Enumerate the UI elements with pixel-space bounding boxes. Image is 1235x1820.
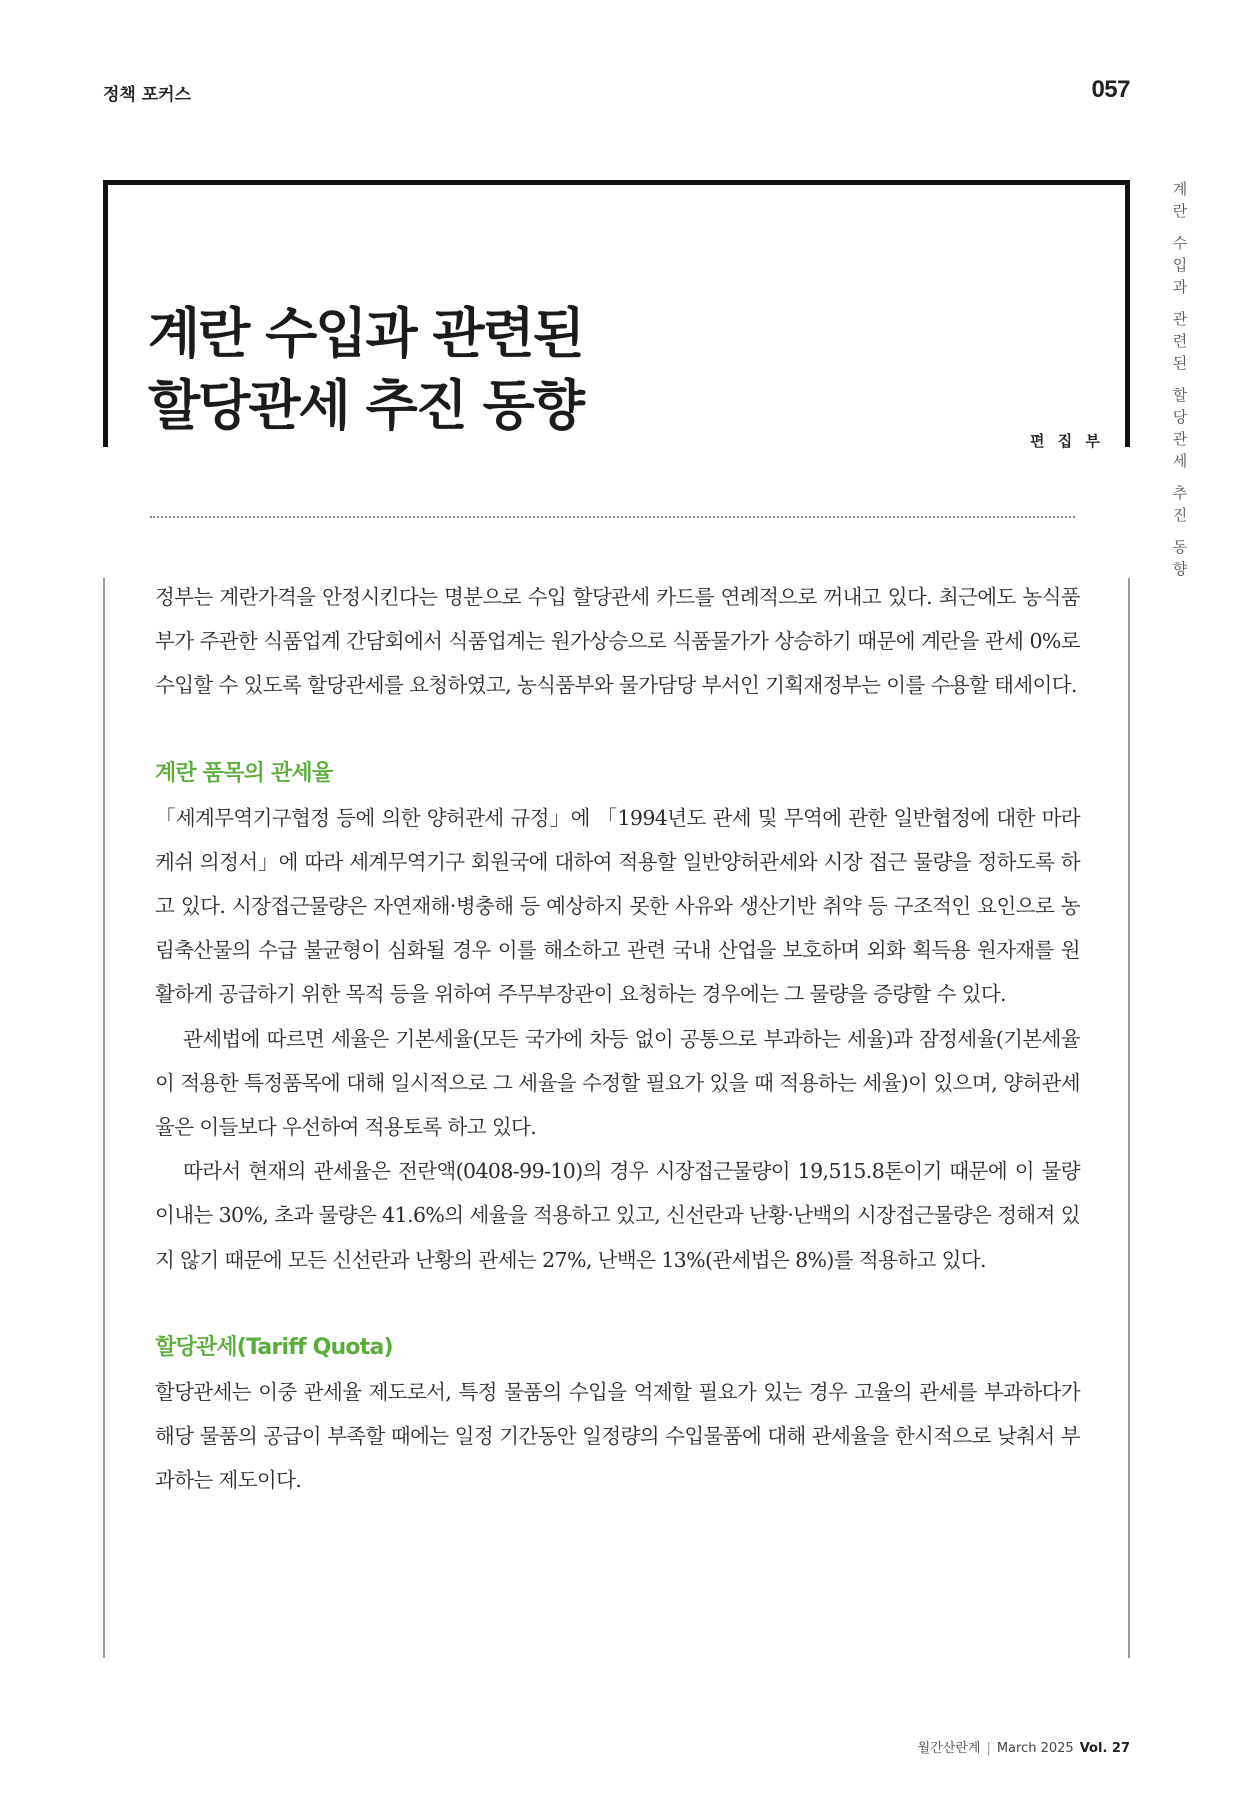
side-title-char: 세 (1172, 452, 1188, 470)
dotted-divider (150, 516, 1075, 518)
page-footer: 월간산란계 | March 2025 Vol. 27 (917, 1741, 1130, 1756)
side-title-char: 할 (1172, 386, 1188, 404)
vertical-side-title (1168, 178, 1192, 580)
side-title-char: 란 (1172, 202, 1188, 220)
intro-paragraph: 정부는 계란가격을 안정시킨다는 명분으로 수입 할당관세 카드를 연례적으로 꺼내고 있다. 최근에도 농식품부가 주관한 식품업계 간담회에서 식품업계는 원가상승으로 식품물가가 상승하기 때문에 계란을 관세 0%로 수입할 수 있도록 할당관세를 요청하였고, 농식품부와 물가담당 부서인 기획재정부는 이를 수용할 태세이다. (155, 585, 1080, 698)
side-title-char: 관 (1172, 310, 1188, 328)
side-title-char: 추 (1172, 484, 1188, 502)
side-title-char: 수 (1172, 234, 1188, 252)
body-paragraph: 할당관세는 이중 관세율 제도로서, 특정 물품의 수입을 억제할 필요가 있는 경우 고율의 관세를 부과하다가 해당 물품의 공급이 부족할 때에는 일정 기간동안 일정량의 수입물품에 대해 관세율을 한시적으로 낮춰서 부과하는 제도이다. (155, 1379, 1080, 1493)
title-frame-right (1125, 180, 1130, 447)
side-title-char: 당 (1172, 408, 1188, 426)
article-title-line2: 할당관세 추진 동향 (148, 374, 583, 437)
body-paragraph: 따라서 현재의 관세율은 전란액(0408-99-10)의 경우 시장접근물량이 19,515.8톤이기 때문에 이 물량 이내는 30%, 초과 물량은 41.6%의 세율을 적용하고 있고, 신선란과 난황·난백의 시장접근물량은 정해져 있지 않기 때문에 모든 신선란과 난황의 관세는 27%, 난백은 13%(관세법은 8%)를 적용하고 있다. (155, 1159, 1080, 1272)
side-title-char: 련 (1172, 332, 1188, 350)
body-border-right (1128, 578, 1130, 1658)
side-title-char: 관 (1172, 430, 1188, 448)
side-title-char: 동 (1172, 538, 1188, 556)
body-border-left (103, 578, 105, 1658)
side-title-char: 과 (1172, 278, 1188, 296)
section-heading-tariff-quota: 할당관세(Tariff Quota) (155, 1334, 393, 1360)
side-title-char: 계 (1172, 180, 1188, 198)
section-heading-tariff-rate: 계란 품목의 관세율 (155, 760, 333, 786)
article-title-line1: 계란 수입과 관련된 (148, 302, 583, 365)
body-paragraph: 「세계무역기구협정 등에 의한 양허관세 규정」에 「1994년도 관세 및 무역에 관한 일반협정에 대한 마라케쉬 의정서」에 따라 세계무역기구 회원국에 대하여 적용할 일반양허관세와 시장 접근 물량을 정하도록 하고 있다. 시장접근물량은 자연재해·병충해 등 예상하지 못한 사유와 생산기반 취약 등 구조적인 요인으로 농림축산물의 수급 불균형이 심화될 경우 이를 해소하고 관련 국내 산업을 보호하며 외화 획득용 원자재를 원활하게 공급하기 위한 목적 등을 위하여 주무부장관이 요청하는 경우에는 그 물량을 증량할 수 있다. (155, 805, 1080, 1007)
section-label: 정책 포커스 (103, 85, 192, 105)
footer-magazine: 월간산란계 (917, 1741, 981, 1756)
author-byline: 편 집 부 (1030, 432, 1104, 450)
side-title-char: 진 (1172, 506, 1188, 524)
title-frame-top (103, 180, 1130, 185)
body-paragraph: 관세법에 따르면 세율은 기본세율(모든 국가에 차등 없이 공통으로 부과하는 세율)과 잠정세율(기본세율이 적용한 특정품목에 대해 일시적으로 그 세율을 수정할 필요가 있을 때 적용하는 세율)이 있으며, 양허관세율은 이들보다 우선하여 적용토록 하고 있다. (155, 1026, 1080, 1140)
title-frame-left (103, 180, 108, 447)
article-body (155, 575, 1080, 1502)
footer-issue: March 2025 (996, 1741, 1074, 1756)
article-title (148, 298, 583, 442)
side-title-char: 향 (1172, 560, 1188, 578)
side-title-char: 된 (1172, 354, 1188, 372)
footer-volume: Vol. 27 (1079, 1741, 1130, 1756)
page-number: 057 (1091, 76, 1130, 103)
side-title-char: 입 (1172, 256, 1188, 274)
